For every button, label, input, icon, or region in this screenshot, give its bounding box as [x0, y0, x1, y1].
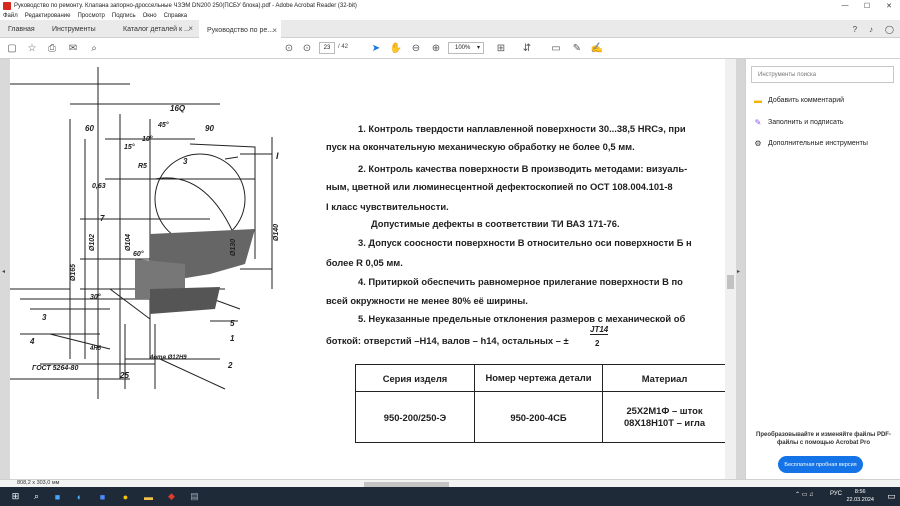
close-tab-icon[interactable]: ×	[272, 26, 277, 35]
word-icon[interactable]: ■	[99, 491, 106, 502]
dim-label: Ø165	[70, 263, 78, 282]
material-line: 25Х2М1Ф – шток	[626, 405, 703, 416]
fit-icon[interactable]: ⊞	[496, 42, 506, 54]
technical-drawing	[10, 59, 340, 479]
dim-label: 4отв Ø12Н9	[150, 355, 187, 361]
search-icon[interactable]: ⌕	[91, 42, 97, 54]
edge-icon[interactable]: ◐	[76, 491, 83, 502]
menu-file[interactable]: Файл	[3, 12, 18, 19]
table-header: Номер чертежа детали	[475, 365, 603, 392]
page-number-input[interactable]: 23	[319, 42, 335, 54]
cursor-icon[interactable]: ➤	[371, 42, 381, 54]
dim-label: 25	[120, 371, 129, 380]
pdf-page	[10, 59, 726, 479]
collapse-left-icon[interactable]: ◂	[2, 269, 6, 275]
app-icon[interactable]: ▤	[190, 491, 199, 501]
doc-line: 2. Контроль качества поверхности В производить методами: визуаль-	[358, 163, 688, 174]
dim-label: 10°	[142, 136, 153, 143]
collapse-right-icon[interactable]: ▸	[737, 269, 741, 275]
dim-label: ГОСТ 5264-80	[32, 365, 79, 372]
dim-label: Ø102	[89, 233, 97, 252]
minimize-button[interactable]: —	[841, 2, 849, 9]
account-icon[interactable]: ◯	[885, 24, 894, 34]
notification-icon[interactable]: ▭	[887, 491, 896, 501]
hand-icon[interactable]: ✋	[389, 42, 403, 54]
chrome-icon[interactable]: ●	[122, 491, 129, 502]
dim-label: Ø140	[273, 223, 281, 242]
more-tools-item[interactable]: ⚙ Дополнительные инструменты	[754, 138, 868, 148]
comment-icon[interactable]: ▭	[551, 42, 561, 54]
maximize-button[interactable]: ☐	[863, 2, 871, 10]
star-icon[interactable]: ☆	[27, 42, 37, 54]
outlook-icon[interactable]: ■	[54, 491, 61, 502]
vertical-scrollbar[interactable]	[725, 59, 736, 479]
table-header: Материал	[603, 365, 727, 392]
doc-line: пуск на окончательную механическую обработку не более 0,5 мм.	[326, 141, 635, 152]
tools-search-input[interactable]: Инструменты поиска	[751, 66, 894, 83]
fraction-denominator: 2	[595, 339, 600, 348]
doc-line: всей окружности не менее 80% её ширины.	[326, 295, 528, 306]
print-icon[interactable]: ⎙	[48, 42, 56, 54]
dim-label: 45°	[158, 122, 169, 129]
free-trial-button[interactable]: Бесплатная пробная версия	[778, 456, 863, 473]
doc-line: 1. Контроль твердости наплавленной поверхности 30...38,5 HRCэ, при	[358, 123, 686, 134]
doc-line: 3. Допуск соосности поверхности В относительно оси поверхности Б н	[358, 237, 692, 248]
promo-text: Преобразовывайте и изменяйте файлы PDF-файлы с помощью Acrobat Pro	[756, 432, 891, 446]
window-title: Руководство по ремонту. Клапана запорно-дроссельные ЧЗЭМ DN200 250(ПСБУ блока).pdf - Adobe Acrobat Reader (32-bit)	[14, 2, 357, 9]
windows-start-icon[interactable]: ⊞	[11, 491, 20, 501]
doc-line: I класс чувствительности.	[326, 201, 449, 212]
fraction-numerator: JT14	[590, 325, 609, 334]
dim-label: Ø104	[125, 233, 133, 252]
status-bar	[0, 479, 900, 487]
dim-label: 3	[42, 313, 47, 322]
help-icon[interactable]: ?	[852, 24, 858, 34]
down-icon[interactable]: ⊙	[302, 42, 312, 54]
save-icon[interactable]: ▢	[7, 42, 17, 54]
dim-label: 90	[205, 124, 214, 133]
tools-icon: ⚙	[754, 138, 762, 148]
bell-icon[interactable]: ♪	[869, 24, 874, 34]
sign-icon[interactable]: ✍	[590, 42, 604, 54]
doc-line: 4. Притиркой обеспечить равномерное прилегание поверхности В по	[358, 276, 683, 287]
menu-help[interactable]: Справка	[163, 12, 188, 19]
menu-bar	[0, 11, 900, 20]
tools-panel	[745, 59, 900, 479]
table-cell	[603, 392, 727, 443]
scroll-icon[interactable]: ⇵	[522, 42, 532, 54]
menu-window[interactable]: Окно	[142, 12, 157, 19]
doc-line: боткой: отверстий –H14, валов – h14, остальных – ±	[326, 335, 569, 346]
dim-label: 5	[230, 319, 235, 328]
doc-line: более R 0,05 мм.	[326, 257, 403, 268]
page-dimensions: 808,2 x 303,0 мм	[17, 480, 60, 486]
dim-label: R5	[138, 163, 147, 170]
explorer-icon[interactable]: ▬	[144, 491, 153, 502]
dim-label: 15°	[124, 144, 135, 151]
pen-icon[interactable]: ✎	[572, 42, 582, 54]
table-header: Серия изделя	[356, 365, 475, 392]
mail-icon[interactable]: ✉	[68, 42, 78, 54]
spec-table	[355, 364, 727, 443]
tab-bar	[0, 20, 900, 38]
toolbar	[0, 38, 900, 59]
fill-sign-icon: ✎	[754, 117, 762, 127]
dim-label: 3	[183, 157, 188, 166]
close-tab-icon[interactable]: ×	[188, 24, 193, 33]
menu-sign[interactable]: Подпись	[111, 12, 136, 19]
tab-tools[interactable]: Инструменты	[52, 25, 96, 33]
dim-label: 4Н5	[90, 346, 102, 352]
scrollbar-thumb[interactable]	[727, 275, 734, 289]
dim-label: 1	[230, 334, 235, 343]
dim-label: 2	[228, 361, 233, 370]
chevron-down-icon: ▾	[476, 45, 480, 51]
fill-sign-item[interactable]: ✎ Заполнить и подписать	[754, 117, 844, 127]
dim-label: I	[276, 151, 279, 161]
comment-icon: ▬	[754, 95, 762, 105]
table-cell: 950-200-4СБ	[475, 392, 603, 443]
tray-icons[interactable]: ⌃ ▭ ♫	[795, 492, 814, 498]
up-icon[interactable]: ⊙	[284, 42, 294, 54]
dim-label: 7	[100, 214, 105, 223]
acrobat-icon[interactable]: ◆	[168, 491, 175, 501]
close-button[interactable]: ✕	[886, 2, 892, 10]
zoom-out-icon[interactable]: ⊖	[411, 42, 421, 54]
menu-view[interactable]: Просмотр	[77, 12, 105, 19]
clock[interactable]: 8:56 22.03.2024	[846, 489, 874, 503]
dim-label: 4	[30, 337, 35, 346]
tab-manual[interactable]: Руководство по ре... ×	[199, 20, 281, 38]
material-line: 08Х18Н10Т – игла	[623, 417, 706, 428]
language-indicator[interactable]: РУС	[830, 491, 843, 497]
dim-label: 60	[85, 124, 94, 133]
tab-home[interactable]: Главная	[8, 25, 35, 33]
zoom-in-icon[interactable]: ⊕	[431, 42, 441, 54]
dim-label: 30°	[90, 294, 101, 301]
menu-edit[interactable]: Редактирование	[24, 12, 71, 19]
document-viewport[interactable]	[0, 59, 736, 479]
doc-line: 5. Неуказанные предельные отклонения размеров с механической об	[358, 313, 686, 324]
zoom-select[interactable]: 100% ▾	[448, 42, 484, 54]
acrobat-icon	[3, 2, 11, 10]
table-row	[356, 392, 727, 443]
add-comment-item[interactable]: ▬ Добавить комментарий	[754, 95, 845, 105]
page-total: / 42	[338, 44, 349, 50]
dim-label: 0,63	[92, 183, 106, 190]
dim-label: 16Q	[170, 104, 186, 113]
title-bar	[0, 0, 900, 11]
taskbar	[0, 487, 900, 506]
tab-catalog[interactable]: Каталог деталей к ... ×	[123, 24, 193, 33]
dim-label: Ø130	[230, 238, 238, 257]
dim-label: 60°	[133, 251, 144, 258]
doc-line: Допустимые дефекты в соответствии ТИ ВАЗ 171-76.	[371, 218, 620, 229]
search-icon[interactable]: ⌕	[33, 491, 40, 501]
doc-line: ным, цветной или люминесцентной дефектоскопией по ОСТ 108.004.101-8	[326, 181, 673, 192]
table-cell: 950-200/250-Э	[356, 392, 475, 443]
